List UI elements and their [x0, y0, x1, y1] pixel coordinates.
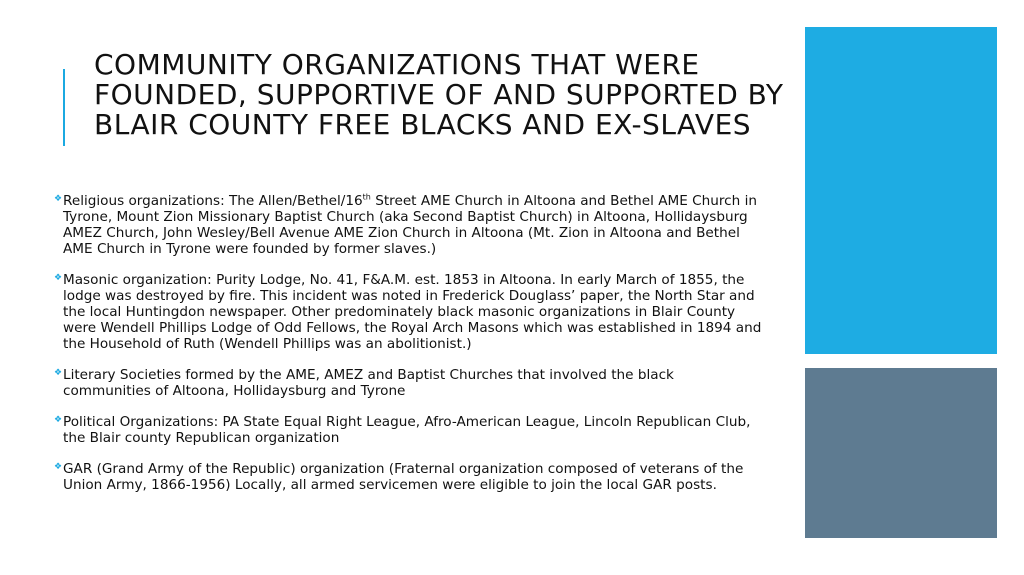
bullet-text: Masonic organization: Purity Lodge, No. 41, F&A.M. est. 1853 in Altoona. In early March of 1855, the lodge was destroyed by fire. This incident was noted in Frederick Douglass’ paper, the North Star and the local Huntingdon newspaper. Other predominately black masonic organizations in Blair County were Wendell Phillips Lodge of Odd Fellows, the Royal Arch Masons which was established in 1894 and the Household of Ruth (Wendell Phillips was an abolitionist.) [63, 272, 762, 352]
decorative-panel-bottom [805, 368, 997, 538]
bullet-text: GAR (Grand Army of the Republic) organization (Fraternal organization composed of veterans of the Union Army, 1866-1956) Locally, all armed servicemen were eligible to join the local GAR posts. [63, 461, 744, 493]
diamond-cluster-icon: ❖ [54, 368, 63, 378]
decorative-panel-top [805, 27, 997, 354]
slide-title: COMMUNITY ORGANIZATIONS THAT WERE FOUNDED, SUPPORTIVE OF AND SUPPORTED BY BLAIR COUNTY FREE BLACKS AND EX-SLAVES [94, 48, 784, 141]
diamond-cluster-icon: ❖ [54, 462, 63, 472]
bullet-masonic [54, 272, 766, 352]
bullet-religious [54, 193, 766, 257]
bullet-text: Political Organizations: PA State Equal Right League, Afro-American League, Lincoln Republican Club, the Blair county Republican organization [63, 414, 751, 446]
bullet-text-post: Street AME Church in Altoona and Bethel AME Church in Tyrone, Mount Zion Missionary Baptist Church (aka Second Baptist Church) in Altoona, Hollidaysburg AMEZ Church, John Wesley/Bell Avenue AME Zion Church in Altoona (Mt. Zion in Altoona and Bethel AME Church in Tyrone were founded by former slaves.) [63, 193, 757, 257]
bullet-text-pre: Religious organizations: The Allen/Bethel/16 [63, 193, 363, 209]
bullet-literary [54, 367, 766, 399]
bullet-gar [54, 461, 766, 493]
diamond-cluster-icon: ❖ [54, 415, 63, 425]
diamond-cluster-icon: ❖ [54, 273, 63, 283]
bullet-list [54, 193, 766, 508]
diamond-cluster-icon: ❖ [54, 194, 63, 204]
bullet-superscript: th [362, 192, 371, 202]
bullet-text: Literary Societies formed by the AME, AMEZ and Baptist Churches that involved the black communities of Altoona, Hollidaysburg and Tyrone [63, 367, 674, 399]
title-accent-line [63, 69, 65, 146]
bullet-political [54, 414, 766, 446]
